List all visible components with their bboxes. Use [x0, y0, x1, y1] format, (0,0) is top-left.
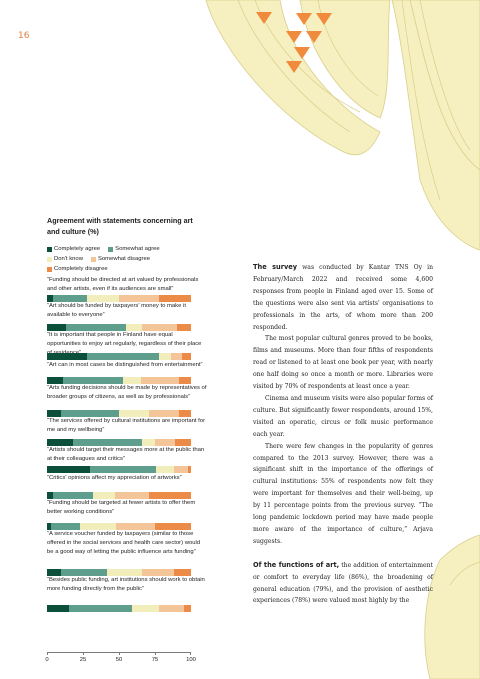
stacked-bar	[47, 353, 191, 360]
legend-item-completely-agree: Completely agree	[47, 244, 100, 254]
bar-segment-somewhat-disagree	[171, 353, 183, 360]
x-tick-label: 25	[79, 657, 87, 663]
pale-ridge-shape	[425, 535, 480, 679]
statement-label: “Besides public funding, art institutions should work to obtain more funding directly from the public”	[47, 577, 205, 592]
bar-segment-dont-know	[156, 466, 173, 473]
bar-segment-somewhat-agree	[73, 439, 142, 446]
page-number: 16	[18, 31, 30, 41]
bar-segment-completely-disagree	[177, 324, 191, 331]
bar-segment-dont-know	[107, 569, 142, 576]
bar-segment-somewhat-disagree	[159, 605, 183, 612]
bar-segment-somewhat-disagree	[155, 439, 175, 446]
statement-row	[47, 302, 207, 320]
x-tick-label: 75	[151, 657, 159, 663]
statement-row	[47, 576, 207, 594]
bar-segment-completely-disagree	[188, 466, 191, 473]
article-paragraph: There were few changes in the popularity of genres compared to the 2013 survey. However, there was a significant shift in the importance of the offerings of cultural institutions: 55% of respondents now felt they were important for themselves and their well-being, up by 11 percentage points from the previous survey. “The long pandemic lockdown period may have made people more aware of the importance of culture,” Arjava suggests.	[253, 442, 433, 545]
stacked-bar	[47, 324, 191, 331]
statement-label: “Arts funding decisions should be made by representatives of broader groups of citizens, as well as by professionals”	[47, 385, 207, 400]
bar-segment-somewhat-disagree	[115, 492, 150, 499]
x-tick-label: 0	[45, 657, 49, 663]
stacked-bar	[47, 569, 191, 576]
bar-segment-completely-agree	[47, 439, 73, 446]
bar-segment-somewhat-disagree	[149, 410, 179, 417]
legend-item-completely-disagree: Completely disagree	[47, 264, 108, 274]
bar-segment-completely-agree	[47, 324, 66, 331]
bar-segment-completely-disagree	[149, 492, 191, 499]
chart-title: Agreement with statements concerning art and culture (%)	[47, 216, 193, 236]
stacked-bar	[47, 410, 191, 417]
stacked-bar	[47, 492, 191, 499]
bar-segment-somewhat-agree	[53, 295, 88, 302]
article-text	[253, 262, 433, 607]
statement-row	[47, 276, 207, 294]
paragraph-lead: The survey	[253, 263, 298, 271]
bar-segment-completely-agree	[47, 377, 63, 384]
article-paragraph: Of the functions of art, the addition of entertainment or comfort to everyday life (86%), the broadening of general education (79%), and the provision of aesthetic experiences (78%) were valued most highly by the	[253, 560, 433, 605]
statement-row	[47, 417, 207, 435]
bar-segment-somewhat-disagree	[119, 295, 159, 302]
statement-label: “Funding should be directed at art valued by professionals and other artists, even if its audiences are small”	[47, 277, 199, 292]
bar-segment-completely-agree	[47, 605, 69, 612]
bar-segment-completely-disagree	[175, 439, 191, 446]
legend-item-dont-know: Don't know	[47, 254, 83, 264]
stacked-bar	[47, 439, 191, 446]
bar-segment-completely-disagree	[179, 410, 191, 417]
bar-segment-completely-disagree	[155, 523, 191, 530]
bar-segment-completely-agree	[47, 353, 87, 360]
bar-segment-completely-disagree	[159, 295, 191, 302]
stacked-bar	[47, 377, 191, 384]
legend-item-somewhat-disagree: Somewhat disagree	[91, 254, 150, 264]
statement-label: “Funding should be targeted at fewer artists to offer them better working conditions”	[47, 500, 196, 515]
stacked-bar	[47, 295, 191, 302]
article-paragraph: Cinema and museum visits were also popular forms of culture. But significantly fewer respondents, around 15%, visited an operatic, circus or folk music performance each year.	[253, 394, 433, 438]
bar-segment-somewhat-disagree	[174, 466, 188, 473]
bar-segment-somewhat-agree	[63, 377, 123, 384]
bar-segment-somewhat-agree	[61, 569, 107, 576]
bar-segment-somewhat-agree	[61, 410, 119, 417]
statement-label: “It is important that people in Finland have equal opportunities to enjoy art regularly, regardless of their place	[47, 332, 202, 347]
bar-segment-completely-agree	[47, 466, 90, 473]
bar-segment-somewhat-disagree	[142, 324, 177, 331]
statement-row	[47, 384, 207, 402]
statement-row	[47, 446, 207, 464]
x-tick-label: 50	[115, 657, 123, 663]
statement-row	[47, 361, 207, 370]
bar-segment-dont-know	[123, 377, 140, 384]
bar-segment-somewhat-disagree	[141, 377, 180, 384]
stacked-bar	[47, 523, 191, 530]
bar-segment-completely-agree	[47, 569, 61, 576]
bar-segment-dont-know	[87, 295, 119, 302]
bar-segment-completely-agree	[47, 410, 61, 417]
statement-label: “Artists should target their messages more at the public than at their colleagues and critics”	[47, 447, 205, 462]
bar-segment-somewhat-disagree	[116, 523, 155, 530]
chart-legend	[47, 244, 207, 274]
paragraph-lead: Of the functions of art,	[253, 560, 340, 569]
x-tick-label: 100	[186, 657, 196, 663]
bar-segment-dont-know	[93, 492, 115, 499]
bar-segment-dont-know	[80, 523, 116, 530]
statement-row	[47, 530, 207, 556]
bar-segment-dont-know	[119, 410, 149, 417]
bar-segment-somewhat-agree	[53, 492, 93, 499]
statement-label: “The services offered by cultural institutions are important for me and my wellbeing”	[47, 418, 206, 433]
bar-segment-somewhat-agree	[87, 353, 159, 360]
statement-row	[47, 499, 207, 517]
stacked-bar	[47, 605, 191, 612]
statement-label: “A service voucher funded by taxpayers (similar to those offered in the social services and health care sector) would be a good way of letting the public influence arts funding”	[47, 531, 201, 555]
bar-segment-dont-know	[132, 605, 159, 612]
bar-segment-somewhat-agree	[90, 466, 156, 473]
statement-row	[47, 474, 207, 483]
bar-segment-dont-know	[142, 439, 155, 446]
statement-label: “Art should be funded by taxpayers' money to make it available to everyone”	[47, 303, 186, 318]
bar-segment-dont-know	[126, 324, 142, 331]
bar-segment-completely-disagree	[174, 569, 191, 576]
article-paragraph: The survey was conducted by Kantar TNS Oy in February/March 2022 and received some 4,600 responses from people in Finland aged over 15. Some of the questions were also sent via artists' organisations to professionals in the arts, of whom more than 200 responded.	[253, 263, 433, 331]
bar-segment-completely-disagree	[182, 353, 191, 360]
bar-segment-somewhat-agree	[66, 324, 126, 331]
legend-item-somewhat-agree: Somewhat agree	[108, 244, 160, 254]
article-paragraph: The most popular cultural genres proved to be books, films and museums. More than four fifths of respondents read or listened to at least one book per year, with nearly one half doing so once a month or more. Libraries were visited by 70% of respondents at least once a year.	[253, 335, 433, 391]
bar-segment-completely-disagree	[184, 605, 191, 612]
stacked-bar	[47, 466, 191, 473]
bar-segment-completely-disagree	[179, 377, 191, 384]
statement-label: “Critics' opinions affect my appreciation of artworks”	[47, 475, 182, 481]
bar-segment-somewhat-agree	[51, 523, 80, 530]
x-axis	[45, 652, 196, 668]
bar-segment-somewhat-disagree	[142, 569, 174, 576]
statement-label: “Art can in most cases be distinguished from entertainment”	[47, 362, 203, 368]
bar-segment-dont-know	[159, 353, 171, 360]
bar-segment-somewhat-agree	[69, 605, 132, 612]
